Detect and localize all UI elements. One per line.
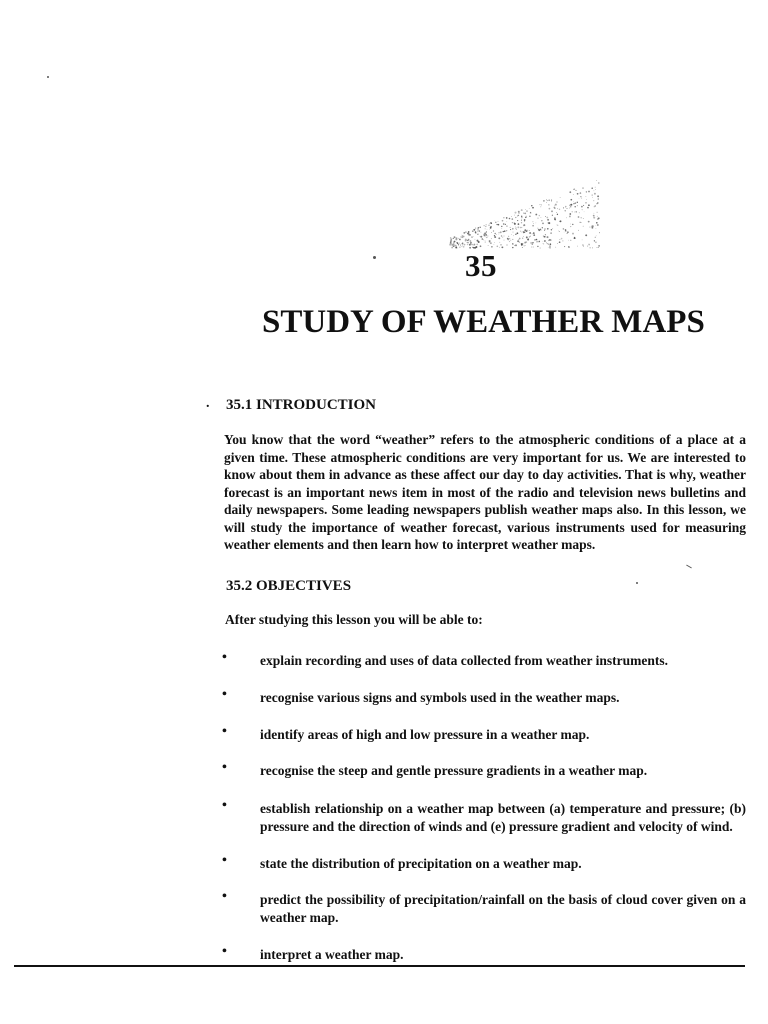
objective-text: state the distribution of precipitation on a weather map. [260,856,582,871]
objective-text: recognise the steep and gentle pressure gradients in a weather map. [260,763,648,778]
objective-text: establish relationship on a weather map between (a) temperature and pressure; (b) pressure and the direction of winds and (e) pressure gradient and velocity of wind. [260,801,746,834]
scan-speck [686,565,692,569]
objective-text: interpret a weather map. [260,947,404,962]
section-heading-objectives: 35.2 OBJECTIVES [226,578,352,594]
objective-item [222,855,746,873]
scan-speck [47,76,49,78]
bullet-icon: • [222,798,227,813]
bullet-icon: • [222,944,227,959]
objective-item [222,800,746,836]
bullet-icon: • [222,889,227,904]
objective-text: explain recording and uses of data collected from weather instruments. [260,653,668,668]
objective-item [222,689,746,707]
objective-item [222,726,746,744]
footer-rule [14,965,745,967]
objective-text: recognise various signs and symbols used in the weather maps. [260,690,620,705]
scan-speck [373,256,376,259]
introduction-paragraph: You know that the word “weather” refers to the atmospheric conditions of a place at a given time. These atmospheric conditions are very important for us. We are interested to know about them in advance as these affect our day to day activities. That is why, weather forecast is an important news item in most of the radio and television news bulletins and daily newspapers. Some leading newspapers publish weather maps also. In this lesson, we will study the importance of weather forecast, various instruments used for measuring weather elements and then learn how to interpret weather maps. [224,432,746,552]
bullet-icon: • [222,853,227,868]
objective-item [222,652,746,670]
objectives-lead-text: After studying this lesson you will be able to: [225,612,483,627]
stray-mark: . [206,396,210,411]
chapter-number: 35 [465,248,497,283]
objective-item [222,946,746,964]
objective-text: predict the possibility of precipitation/rainfall on the basis of cloud cover given on a weather map. [260,892,746,925]
objective-item [222,891,746,927]
objective-item [222,762,746,780]
chapter-title: STUDY OF WEATHER MAPS [262,304,705,340]
scan-speck [636,582,638,584]
section-heading-introduction: 35.1 INTRODUCTION [226,397,377,413]
bullet-icon: • [222,760,227,775]
bullet-icon: • [222,650,227,665]
bullet-icon: • [222,687,227,702]
scan-stipple-decoration [430,178,600,258]
objective-text: identify areas of high and low pressure in a weather map. [260,727,590,742]
bullet-icon: • [222,724,227,739]
